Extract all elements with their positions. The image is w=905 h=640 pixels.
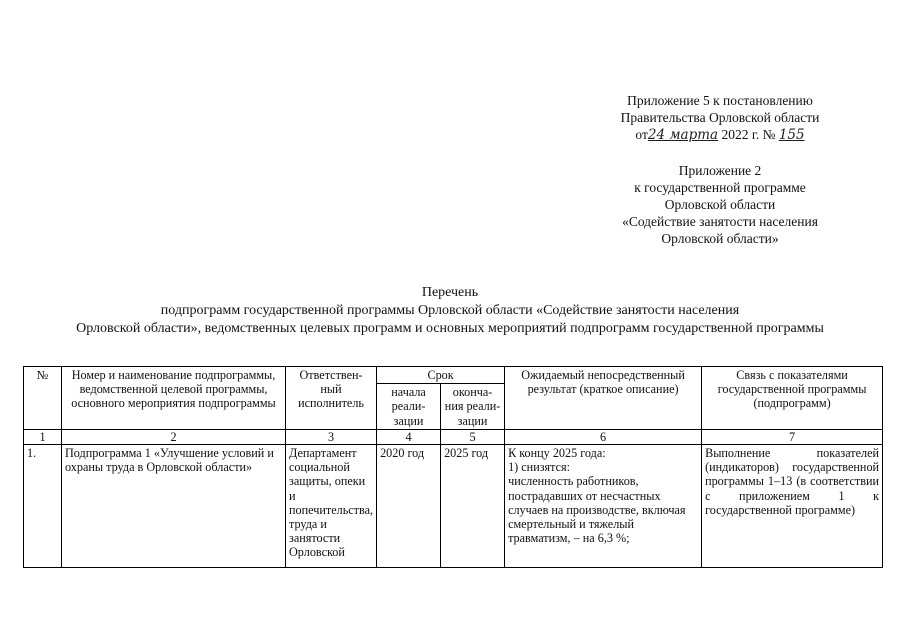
appendix5-line2: Правительства Орловской области [620,110,820,125]
appendix2-line4: «Содействие занятости населения [622,214,818,229]
header-result: Ожидаемый непосредственный результат (краткое описание) [505,367,702,430]
result-line3: численность работников, пострадавших от несчастных случаев на производстве, включая смертельный и тяжелый травматизм, – на 6,3 %; [508,474,686,546]
header-executor: Ответствен-ный исполнитель [286,367,377,430]
row-name: Подпрограмма 1 «Улучшение условий и охраны труда в Орловской области» [62,445,286,568]
header-term: Срок [377,367,505,384]
col-number: 5 [441,429,505,444]
appendix2-block [600,162,840,247]
result-line1: К концу 2025 года: [508,446,606,461]
col-number: 6 [505,429,702,444]
row-link: Выполнение показателей (индикаторов) государственной программы 1–13 (в соответствии с приложением 1 к государственной программе) [702,445,883,568]
appendix2-line1: Приложение 2 [678,163,762,178]
appendix2-line3: Орловской области [664,197,776,212]
col-number: 2 [62,429,286,444]
header-row [24,367,883,384]
header-name: Номер и наименование подпрограммы, ведомственной целевой программы, основного мероприятия подпрограммы [62,367,286,430]
handwritten-number: 155 [778,127,805,143]
row-start: 2020 год [377,445,441,568]
handwritten-date: 24 марта [647,127,719,143]
appendix2-line5: Орловской области» [661,231,779,246]
table-row [24,445,883,568]
header-end: оконча-ния реали-зации [441,384,505,430]
programs-table [23,366,883,568]
row-num: 1. [24,445,62,568]
row-executor [286,445,377,568]
row-result [505,445,702,568]
header-num: № [24,367,62,430]
appendix5-date-line [590,126,850,144]
from-prefix: от [635,127,648,142]
col-number: 4 [377,429,441,444]
col-number: 3 [286,429,377,444]
result-line2: 1) снизятся: [508,460,571,475]
document-title [10,284,890,338]
title-line3: Орловской области», ведомственных целевых программ и основных мероприятий подпрограмм государственной программы [76,321,824,336]
row-executor-text: Департамент социальной защиты, опеки и попечительства, труда и занятости Орловской [289,446,374,560]
col-number: 1 [24,429,62,444]
header-link: Связь с показателями государственной программы (подпрограмм) [702,367,883,430]
title-line2: подпрограмм государственной программы Орловской области «Содействие занятости населения [160,303,740,318]
row-end: 2025 год [441,445,505,568]
appendix2-line2: к государственной программе [634,180,806,195]
col-number: 7 [702,429,883,444]
column-numbers-row [24,429,883,444]
year-text: 2022 г. № [721,127,776,142]
header-start: начала реали-зации [377,384,441,430]
title-line1: Перечень [421,285,479,300]
appendix5-block [590,92,850,144]
appendix5-line1: Приложение 5 к постановлению [627,93,813,108]
